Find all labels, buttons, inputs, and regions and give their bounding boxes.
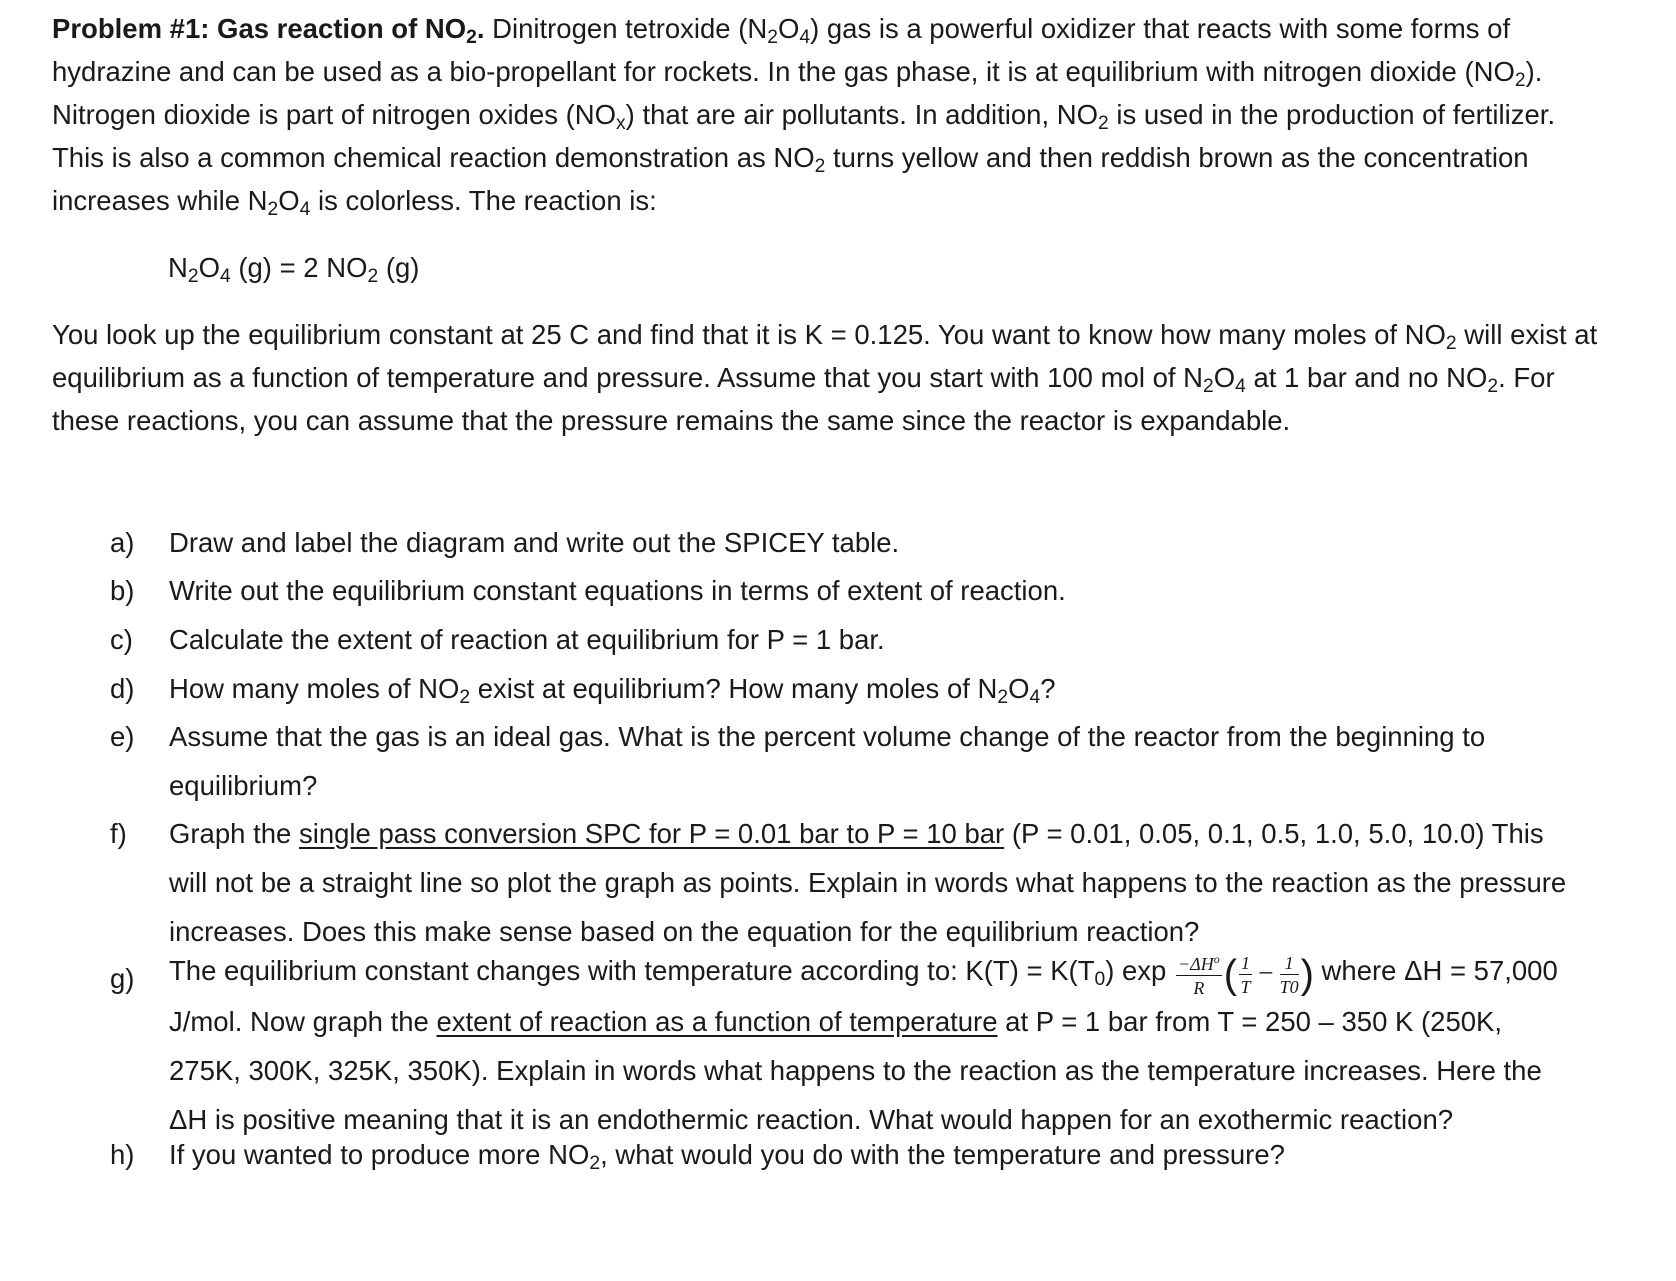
question-text: Draw and label the diagram and write out the SPICEY table. bbox=[169, 527, 900, 558]
problem-title: Problem #1: Gas reaction of $NO_2$. bbox=[52, 13, 485, 48]
fraction-one-over-t: $\frac{1}{T}$ bbox=[1240, 952, 1251, 997]
question-label: b) bbox=[110, 575, 135, 606]
question-label: c) bbox=[110, 624, 133, 655]
question-label: a) bbox=[110, 527, 135, 558]
underlined-phrase: single pass conversion SPC for P = 0.01 bar to P = 10 bar bbox=[298, 818, 1005, 849]
question-label: h) bbox=[110, 1139, 135, 1170]
problem-setup-paragraph: You look up the equilibrium constant at 25 C and find that it is K = 0.125. You want to know how many moles of $NO_2$ will exist at equilibrium as a function of temperature and pressure. Assume that you start with 100 mol of $N_2O_4$ at 1 bar and no $NO_2$. For these reactions, you can assume that the pressure remains the same since the reactor is expandable. bbox=[52, 319, 1598, 436]
question-text: The equilibrium constant changes with temperature according to: $K(T) = K(T_0)$ exp $\frac{-\Delta H^o}{R}$ ( $\frac{1}{T}$ − $\frac{1}{T0}$ ) where ΔH = 57,000 J/mol. Now graph the extent of reaction as a function of temperature at P = 1 bar from T = 250 – 350 K (250K, 275K, 300K, 325K, 350K). Explain in words what happens to the reaction as the temperature increases. Here the ΔH is positive meaning that it is an endothermic reaction. What would happen for an exothermic reaction? bbox=[169, 946, 1579, 1144]
reaction-equation: $N_2O_4$ (g) = 2 $NO_2$ (g) bbox=[168, 252, 420, 287]
underlined-phrase: extent of reaction as a function of temperature bbox=[436, 1006, 998, 1038]
question-text: Assume that the gas is an ideal gas. What is the percent volume change of the reactor from the beginning to equilibrium? bbox=[169, 721, 1486, 801]
question-text: If you wanted to produce more $NO_2$, what would you do with the temperature and pressure? bbox=[169, 1139, 1285, 1174]
question-label: f) bbox=[110, 818, 127, 849]
question-text: Graph the single pass conversion SPC for P = 0.01 bar to P = 10 bar (P = 0.01, 0.05, 0.1, 0.5, 1.0, 5.0, 10.0) This will not be a straight line so plot the graph as points. Explain in words what happens to the reaction as the pressure increases. Does this make sense based on the equation for the equilibrium reaction? bbox=[169, 818, 1567, 947]
question-label: d) bbox=[110, 673, 135, 704]
question-text: Write out the equilibrium constant equations in terms of extent of reaction. bbox=[169, 575, 1066, 606]
fraction-dh-over-r: $\frac{-\Delta H^o}{R}$ bbox=[1178, 951, 1220, 998]
fraction-one-over-t0: $\frac{1}{T0}$ bbox=[1279, 952, 1299, 997]
vant-hoff-formula: $\frac{-\Delta H^o}{R}$ ( $\frac{1}{T}$ − $\frac{1}{T0}$ ) bbox=[1178, 951, 1314, 998]
question-label: g) bbox=[110, 963, 135, 994]
question-text: How many moles of $NO_2$ exist at equilibrium? How many moles of $N_2O_4$? bbox=[169, 673, 1056, 708]
question-text: Calculate the extent of reaction at equilibrium for P = 1 bar. bbox=[169, 624, 885, 655]
question-label: e) bbox=[110, 721, 135, 752]
problem-intro: Problem #1: Gas reaction of $NO_2$. Dinitrogen tetroxide $(N_2O_4)$ gas is a powerful oxidizer that reacts with some forms of hydrazine and can be used as a bio-propellant for rockets. In the gas phase, it is at equilibrium with nitrogen dioxide $(NO_2)$. Nitrogen dioxide is part of nitrogen oxides $(NO_x)$ that are air pollutants. In addition, $NO_2$ is used in the production of fertilizer. This is also a common chemical reaction demonstration as $NO_2$ turns yellow and then reddish brown as the concentration increases while $N_2O_4$ is colorless. The reaction is: bbox=[52, 13, 1556, 220]
